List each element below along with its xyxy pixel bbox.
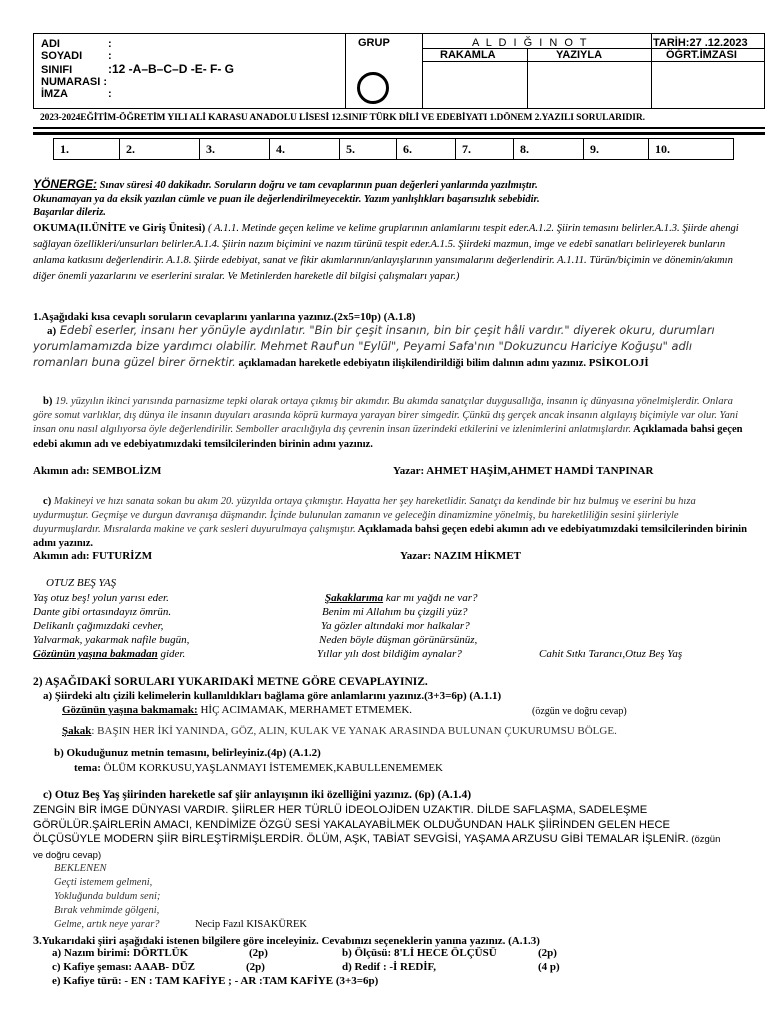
instructions xyxy=(33,178,748,220)
poem1-line: Neden böyle düşman görünürsünüz, xyxy=(319,634,478,646)
q1a-question: açıklamadan hareketle edebiyatın ilişkilendirildiği bilim dalının adını yazınız. xyxy=(235,358,586,369)
question-number-cell: 2. xyxy=(120,139,200,159)
q2-title: 2) AŞAĞIDAKİ SORULARI YUKARIDAKİ METNE GÖRE CEVAPLAYINIZ. xyxy=(33,676,428,688)
q3b-points: (2p) xyxy=(538,947,557,959)
q2a-item2-answer: : BAŞIN HER İKİ YANINDA, GÖZ, ALIN, KULAK VE YANAK ARASINDA BULUNAN ÇUKURUMSU BÖLGE. xyxy=(91,725,617,737)
q2c-title: c) Otuz Beş Yaş şiirinden hareketle saf şiir anlayışının iki özelliğini yazınız. (6p) (A.1.4) xyxy=(43,788,472,801)
poem1-line: Yıllar yılı dost bildiğim aynalar? xyxy=(317,648,462,660)
q2b-title: b) Okuduğunuz metnin temasını, belirleyiniz.(4p) (A.1.2) xyxy=(54,747,321,759)
sinifi-value: :12 -A–B–C–D -E- F- G xyxy=(108,62,235,76)
q3-number: 3 xyxy=(33,933,39,947)
q3b: b) Ölçüsü: 8'Lİ HECE ÖLÇÜSÜ xyxy=(342,947,497,959)
instructions-label: YÖNERGE: xyxy=(33,177,98,191)
question-number-cell: 7. xyxy=(456,139,514,159)
title-rule xyxy=(33,132,765,135)
poem2-line: Gelme, artık neye yarar? xyxy=(54,919,160,930)
tarih-label: TARİH:27 .12.2023 xyxy=(653,37,748,49)
question-numbers-table xyxy=(53,138,734,160)
q1a-label: a) xyxy=(47,325,57,337)
adi-label: ADI xyxy=(41,38,60,50)
grup-label: GRUP xyxy=(358,37,390,49)
q1c-akim: Akımın adı: FUTURİZM xyxy=(33,550,153,562)
unit-objectives xyxy=(33,220,748,285)
imza-label: İMZA xyxy=(41,88,68,100)
poem1-line: Dante gibi ortasındayız ömrün. xyxy=(33,606,172,618)
q2a-note: (özgün ve doğru cevap) xyxy=(532,706,627,717)
q2c-answer: ZENGİN BİR İMGE DÜNYASI VARDIR. ŞİİRLER HER TÜRLÜ İDEOLOJİDEN UZAKTIR. DİLDE SAFLAŞMA, SADELEŞME GÖRÜLÜR.ŞAİRLERİN AMACI, KENDİMİZE ÖZGÜ SESİ YAKALAYABİLMEK OLDUĞUNDAN HALK ŞİİRİNDEN GELEN HECE ÖLÇÜSÜYLE MODERN ŞİİR BİRLEŞTİRMİŞLERDİR. ÖLÜM, AŞK, TABİAT SEVGİSİ, YAŞAMA ARZUSU GİBİ TEMALAR İŞLENİR. (özgün ve doğru cevap) xyxy=(33,804,721,861)
underlined-word: Şakaklarıma xyxy=(325,592,384,604)
q1b-question: Açıklamada bahsi geçen edebi akımın adı ve edebiyatımızdaki temsilcilerinden birinin adını yazınız. xyxy=(33,424,743,450)
q3a-points: (2p) xyxy=(249,947,268,959)
question-number-cell: 3. xyxy=(200,139,270,159)
poem2-line: Bırak vehmimde gölgeni, xyxy=(54,905,160,916)
q1b-akim: Akımın adı: SEMBOLİZM xyxy=(33,465,162,477)
sinifi-label: SINIFI xyxy=(41,64,73,76)
title-rule xyxy=(33,127,765,129)
q2b-answer: ÖLÜM KORKUSU,YAŞLANMAYI İSTEMEMEK,KABULLENEMEMEK xyxy=(100,762,443,774)
poem2-line: BEKLENEN xyxy=(54,863,107,874)
unit-title: OKUMA(II.ÜNİTE ve Giriş Ünitesi) xyxy=(33,222,206,234)
soyadi-colon: : xyxy=(108,50,112,62)
yaziyla-label: YAZIYLA xyxy=(556,49,603,61)
q3c-points: (2p) xyxy=(246,961,265,973)
poem1-line: Delikanlı çağımızdaki cevher, xyxy=(33,620,164,632)
q2a-item2-label: Şakak xyxy=(62,725,92,737)
underlined-phrase: Gözünün yaşına bakmadan xyxy=(33,648,158,660)
question-number-cell: 5. xyxy=(340,139,397,159)
question-number-cell: 9. xyxy=(584,139,649,159)
poem1-line: Benim mi Allahım bu çizgili yüz? xyxy=(322,606,468,618)
question-number-cell: 4. xyxy=(270,139,340,159)
q2b-label: tema: xyxy=(74,762,101,774)
ogretmen-imzasi-label: ÖĞRT.İMZASI xyxy=(666,49,737,61)
q2a-item1-label: Gözünün yaşına bakmamak: xyxy=(62,704,198,716)
q1c-text: Makineyi ve hızı sanata sokan bu akım 20. yüzyılda ortaya çıkmıştır. Hayatta her şey hareketlidir. Sanatçı da kendinde bir hız bulmuş ve eserini bu hıza uydurmuştur. Geçmişe ve durgun davranışa düşmandır. İçinde bulunulan zamanın ve geleceğin dinamizmine yönelmiş, bu hareketliliğin sesini şiirleriyle duyurmuşlardır. Mısralarda makine ve çark sesleri duyurulmaya çalışmıştır. xyxy=(33,496,696,535)
divider xyxy=(422,34,423,108)
imza-colon: : xyxy=(108,88,112,100)
divider xyxy=(651,34,652,108)
instructions-line1: Sınav süresi 40 dakikadır. Soruların doğru ve tam cevaplarının puan değerleri yanlarında yazılmıştır. xyxy=(97,180,538,191)
q2c-note: (özgün ve doğru cevap) xyxy=(33,834,721,861)
poem1-line: Yalvarmak, yakarmak nafile bugün, xyxy=(33,634,190,646)
q1a-text: Edebî eserler, insanı her yönüyle aydınlatır. "Bin bir çeşit insanın, bin bir çeşit hâli vardır." diyerek okuru, durumları yorumlamamızda bize yardımcı olabilir. Mehmet Rauf'un "Eylül", Peyami Safa'nın "Dokuzuncu Hariciye Koğuşu" adlı romanları buna güzel birer örnektir. xyxy=(33,323,715,369)
instructions-line2: Okunamayan ya da eksik yazılan cümle ve puan ile değerlendirilmeyecektir. Yazım yanlışlıkları başarısızlık sebebidir. xyxy=(33,193,540,205)
q1c-label: c) xyxy=(43,496,52,507)
q1b-text: 19. yüzyılın ikinci yarısında parnasizme tepki olarak ortaya çıkmış bir akımdır. Bu akımda sanatçılar duygusallığa, insanın iç dünyasına yönelmişlerdir. Onlara göre somut varlıklar, dış dünya ile insanın duyuları arasında köprü kurmaya yarayan birer simgedir. Çünkü dış gerçek ancak insanın algılayış biçimiyle var olur. Yani insan onu nasıl algılıyorsa öyle değerlendirilir. Semboller aracılığıyla dış çevrenin insan üzerindeki etkilerini ve izlenimlerini anlatmışlardır. xyxy=(33,396,739,436)
soyadi-label: SOYADI xyxy=(41,50,83,62)
q3d: d) Redif : -İ REDİF, xyxy=(342,961,437,973)
poem1-line: Şakaklarıma kar mı yağdı ne var? xyxy=(325,592,478,604)
unit-text: ( A.1.1. Metinde geçen kelime ve kelime gruplarının anlamlarını tespit eder.A.1.2. Şiirin temasını belirler.A.1.3. Şiirde ahengi sağlayan özellikleri/unsurları belirler.A.1.4. Şiirin nazım biçimini ve nazım türünü tespit eder.A.1.5. Şiirdeki mazmun, imge ve edebî sanatları belirleyerek bunların anlama katkısını değerlendirir. A.1.8. Şiirde edebiyat, sanat ve fikir akımlarının/anlayışlarının yansımalarını değerlendirir. A.1.11. Türün/biçimin ve dönemin/akımın diğer önemli yazarlarını ve eserlerini sıralar. Ve Metinlerden hareketle dil bilgisi çalışmaları yapar.) xyxy=(33,223,739,282)
q3c: c) Kafiye şeması: AAAB- DÜZ xyxy=(52,961,195,973)
poem1-author: Cahit Sıtkı Tarancı,Otuz Beş Yaş xyxy=(539,648,683,660)
q2a-item1 xyxy=(62,704,412,716)
q1b xyxy=(33,395,748,452)
q1b-label: b) xyxy=(43,396,53,407)
q2a-title: a) Şiirdeki altı çizili kelimelerin kullanıldıkları bağlama göre anlamlarını yazınız.(3+3=6p) (A.1.1) xyxy=(43,690,502,702)
q3a: a) Nazım birimi: DÖRTLÜK xyxy=(52,947,189,959)
group-circle xyxy=(357,72,389,104)
q3-title: 3.Yukarıdaki şiiri aşağıdaki istenen bilgilere göre inceleyiniz. Cevabınızı seçeneklerin yanına yazınız. (A.1.3) xyxy=(33,933,540,947)
aldigi-not-label: A L D I Ğ I N O T xyxy=(472,37,589,49)
question-number-cell: 1. xyxy=(54,139,120,159)
q2a-item1-answer: HİÇ ACIMAMAK, MERHAMET ETMEMEK. xyxy=(197,704,413,716)
q1b-yazar: Yazar: AHMET HAŞİM,AHMET HAMDİ TANPINAR xyxy=(393,465,654,477)
q2b-answer-line xyxy=(74,762,443,774)
divider xyxy=(422,61,764,62)
question-number-cell: 6. xyxy=(397,139,456,159)
poem1-line: Yaş otuz beş! yolun yarısı eder. xyxy=(33,592,169,604)
question-number-cell: 8. xyxy=(514,139,584,159)
adi-colon: : xyxy=(108,38,112,50)
school-title: 2023-2024EĞİTİM-ÖĞRETİM YILI ALİ KARASU ANADOLU LİSESİ 12.SINIF TÜRK DİLİ VE EDEBİYATI 1.DÖNEM 2.YAZILI SORULARIDIR. xyxy=(40,113,645,123)
question-number-cell: 10. xyxy=(655,142,670,156)
poem2-author: Necip Fazıl KISAKÜREK xyxy=(195,919,307,930)
rakamla-label: RAKAMLA xyxy=(440,49,496,61)
poem2-line: Yokluğunda buldum seni; xyxy=(54,891,161,902)
q1c xyxy=(33,495,748,551)
numarasi-label: NUMARASI : xyxy=(41,76,107,88)
poem2-line: Geçti istemem gelmeni, xyxy=(54,877,153,888)
q3e: e) Kafiye türü: - EN : TAM KAFİYE ; - AR :TAM KAFİYE (3+3=6p) xyxy=(52,975,379,987)
divider xyxy=(527,48,528,108)
q2a-item2 xyxy=(62,725,617,737)
poem1-title: OTUZ BEŞ YAŞ xyxy=(46,577,117,589)
q1a xyxy=(33,323,748,371)
poem1-line: Ya gözler altındaki mor halkalar? xyxy=(321,620,470,632)
q1-title: 1.Aşağıdaki kısa cevaplı soruların cevaplarını yanlarına yazınız.(2x5=10p) (A.1.8) xyxy=(33,311,416,323)
poem1-line: Gözünün yaşına bakmadan gider. xyxy=(33,648,186,660)
q1c-yazar: Yazar: NAZIM HİKMET xyxy=(400,550,521,562)
divider xyxy=(345,34,346,108)
q3d-points: (4 p) xyxy=(538,961,560,973)
instructions-line3: Başarılar dileriz. xyxy=(33,207,106,218)
q1a-answer: PSİKOLOJİ xyxy=(585,357,649,369)
q1c-question: Açıklamada bahsi geçen edebi akımın adı ve edebiyatımızdaki temsilcilerinden birinin adını yazınız. xyxy=(33,524,747,549)
